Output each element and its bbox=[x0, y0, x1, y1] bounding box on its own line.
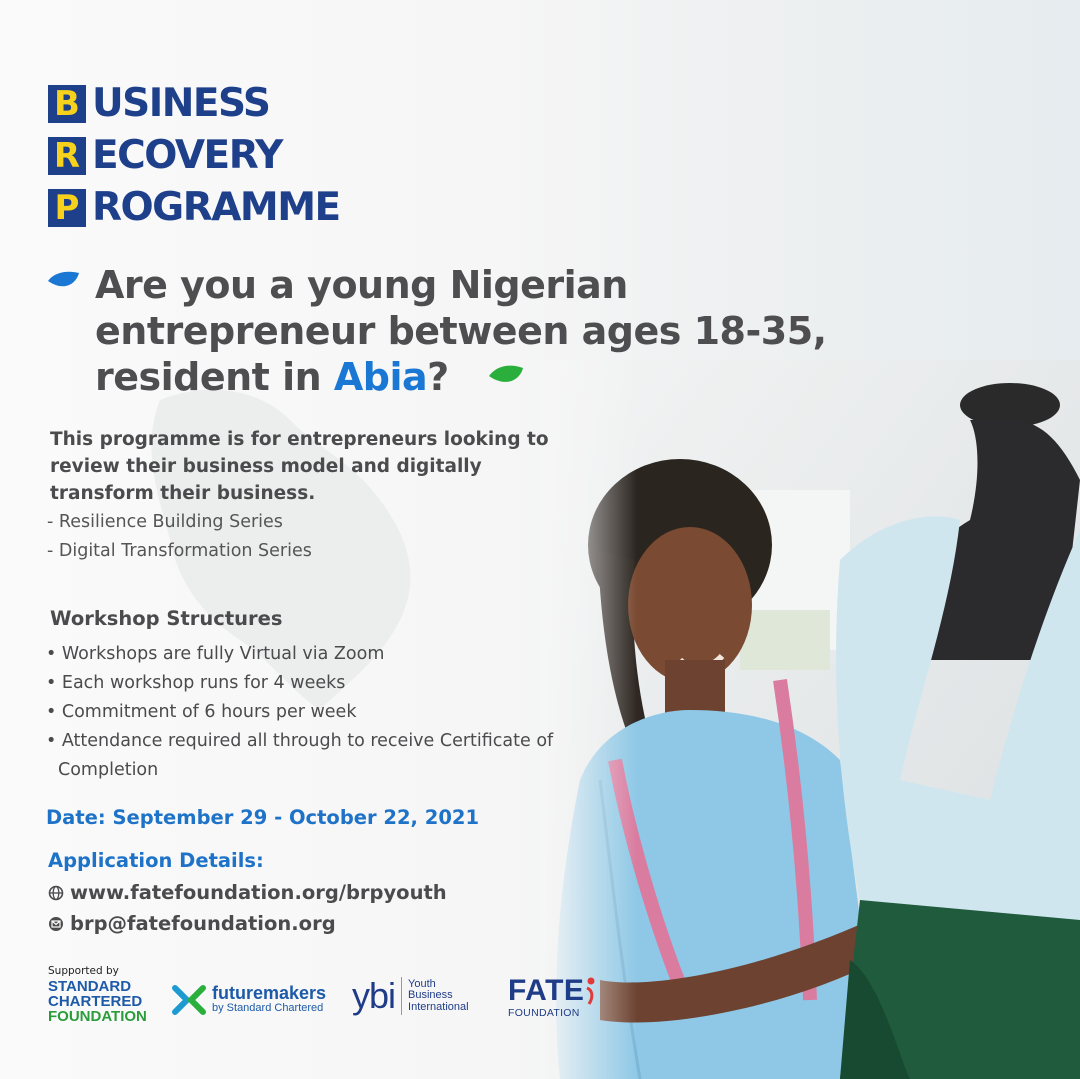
scf-line: CHARTERED bbox=[48, 993, 143, 1010]
ybi-divider bbox=[401, 977, 402, 1015]
headline-location: Abia bbox=[333, 355, 428, 399]
website-text: www.fatefoundation.org/brpyouth bbox=[70, 881, 447, 904]
email-text: brp@fatefoundation.org bbox=[70, 912, 336, 935]
ybi-line: Business bbox=[408, 989, 453, 1002]
workshop-item: • Commitment of 6 hours per week bbox=[46, 702, 357, 722]
futuremakers-text bbox=[212, 984, 326, 1015]
photo-tailor-mannequin bbox=[540, 360, 1080, 1079]
intro-text: This programme is for entrepreneurs looking to review their business model and digitally transform their business. bbox=[50, 429, 549, 504]
workshop-list bbox=[46, 640, 606, 785]
brp-letter-box: R bbox=[48, 137, 86, 175]
supported-by-label: Supported by bbox=[48, 965, 119, 977]
futuremakers-name: futuremakers bbox=[212, 983, 327, 1003]
series-item: - Digital Transformation Series bbox=[47, 541, 312, 561]
brp-logo-row bbox=[48, 182, 340, 234]
application-title: Application Details: bbox=[48, 849, 264, 872]
ybi-mark: ybi bbox=[352, 975, 396, 1016]
futuremakers-logo bbox=[172, 984, 326, 1015]
fate-mark bbox=[508, 975, 598, 1007]
scf-line: STANDARD bbox=[48, 978, 132, 995]
fate-foundation-logo bbox=[508, 975, 598, 1019]
brp-letter-box: B bbox=[48, 85, 86, 123]
fate-sub: FOUNDATION bbox=[508, 1007, 580, 1019]
scf-line: FOUNDATION bbox=[48, 1008, 147, 1025]
workshop-item: • Each workshop runs for 4 weeks bbox=[46, 673, 346, 693]
headline-line bbox=[95, 354, 855, 400]
headline-line: Are you a young Nigerian bbox=[95, 263, 628, 307]
fate-figure-icon bbox=[584, 976, 598, 1006]
leaf-blue-icon bbox=[46, 270, 80, 292]
standard-chartered-foundation-logo bbox=[48, 979, 147, 1024]
programme-date: Date: September 29 - October 22, 2021 bbox=[46, 806, 480, 829]
ybi-line: International bbox=[408, 1000, 469, 1013]
series-item: - Resilience Building Series bbox=[47, 512, 283, 532]
brp-letter-box: P bbox=[48, 189, 86, 227]
workshop-item: • Attendance required all through to receive Certificate of Completion bbox=[46, 731, 554, 780]
brp-logo bbox=[48, 78, 340, 234]
headline-text: ? bbox=[427, 355, 449, 399]
globe-icon bbox=[48, 885, 64, 901]
email-link[interactable] bbox=[48, 912, 336, 935]
brp-logo-row bbox=[48, 130, 340, 182]
headline-text: resident in bbox=[95, 355, 334, 399]
futuremakers-x-icon bbox=[172, 985, 206, 1015]
leaf-green-icon bbox=[488, 364, 524, 386]
headline bbox=[95, 262, 855, 400]
brp-word: ROGRAMME bbox=[92, 185, 340, 230]
workshop-title: Workshop Structures bbox=[50, 607, 283, 630]
series-list bbox=[47, 508, 312, 566]
brp-logo-row bbox=[48, 78, 340, 130]
fate-name: FATE bbox=[508, 974, 585, 1007]
brp-word: USINESS bbox=[92, 81, 270, 126]
mail-icon bbox=[48, 916, 64, 932]
headline-line: entrepreneur between ages 18-35, bbox=[95, 309, 827, 353]
website-link[interactable] bbox=[48, 881, 447, 904]
futuremakers-sub: by Standard Chartered bbox=[212, 1002, 324, 1014]
ybi-line: Youth bbox=[408, 977, 436, 990]
workshop-item: • Workshops are fully Virtual via Zoom bbox=[46, 644, 385, 664]
ybi-text bbox=[408, 979, 469, 1014]
ybi-logo bbox=[352, 976, 469, 1016]
brp-word: ECOVERY bbox=[92, 133, 282, 178]
